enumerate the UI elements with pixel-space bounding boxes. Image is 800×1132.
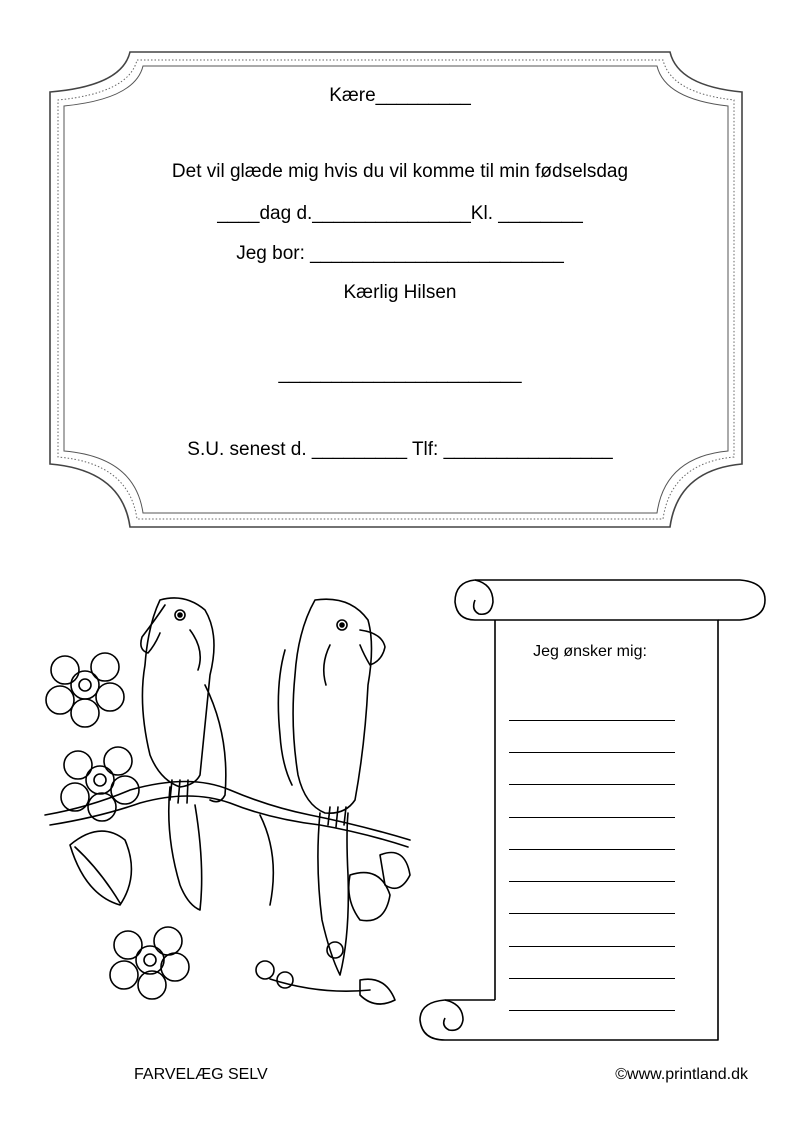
address-line: Jeg bor: ________________________ [236, 243, 564, 264]
greeting-line: Kære_________ [329, 85, 471, 106]
date-time-line: ____dag d._______________Kl. ________ [217, 203, 583, 224]
wishlist-line [509, 720, 675, 721]
rsvp-line: S.U. senest d. _________ Tlf: ________________ [187, 439, 613, 460]
wishlist-line [509, 752, 675, 753]
footer-copyright-link[interactable]: ©www.printland.dk [615, 1066, 748, 1083]
wishlist-line [509, 881, 675, 882]
parrots-on-branch-icon [30, 575, 420, 1015]
footer-color-yourself: FARVELÆG SELV [134, 1066, 268, 1083]
wishlist-line [509, 817, 675, 818]
wishlist-title: Jeg ønsker mig: [533, 643, 647, 660]
wishlist-line [509, 978, 675, 979]
closing-text: Kærlig Hilsen [343, 282, 457, 303]
wishlist-line [509, 913, 675, 914]
invitation-message: Det vil glæde mig hvis du vil komme til min fødselsdag [171, 161, 629, 182]
signature-line: _______________________ [278, 363, 522, 384]
wishlist-line [509, 946, 675, 947]
wishlist-line [509, 1010, 675, 1011]
wishlist-line [509, 784, 675, 785]
wishlist-line [509, 849, 675, 850]
